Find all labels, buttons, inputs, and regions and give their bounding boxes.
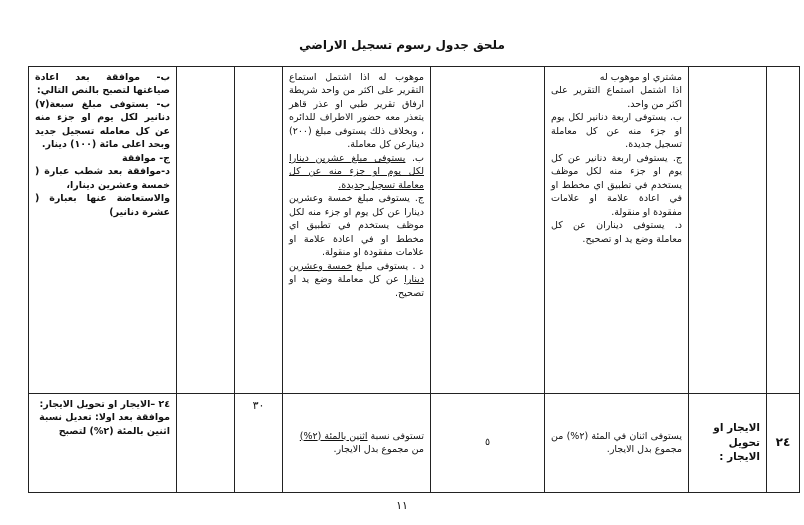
current-fee-cell bbox=[545, 67, 689, 394]
current-fee-text: مشتري او موهوب له اذا اشتمل استماع التقرير على اكثر من واحد. ب. يستوفى اربعة دنانير لكل يوم او جزء منه عن كل معاملة تسجيل جديدة. ج. يستوفى اربعة دنانير عن كل يوم او جزء منه لكل موظف يستخدم في تطبيق اي مخطط او في اعادة علامة او علامات مفقودة او منقولة. د. يستوفى ديناران عن كل معاملة وضع يد او تصحيح. bbox=[551, 72, 682, 245]
spacer-cell bbox=[177, 394, 235, 493]
note-line: ب- يستوفى مبلغ سبعة(٧) دنانير لكل يوم او جزء منه عن كل معامله تسجيل جديد وبحد اعلى مائة (١٠٠) دينار. bbox=[35, 98, 170, 151]
spacer-cell bbox=[177, 67, 235, 394]
table-row bbox=[29, 67, 800, 394]
item-number-cell bbox=[767, 67, 800, 394]
proposed-amount-cell: ٣٠ bbox=[235, 394, 283, 493]
fees-table bbox=[28, 66, 800, 493]
item-subject-cell bbox=[689, 67, 767, 394]
table-row bbox=[29, 394, 800, 493]
note-line: موافقة بعد اولا: تعديل نسبة اثنين بالمئة (٢%) لتصبح bbox=[39, 412, 170, 437]
proposed-fee-cell bbox=[283, 67, 431, 394]
proposed-amount-cell bbox=[235, 67, 283, 394]
proposed-fee-cell: تستوفى نسبة اثنين بالمئة (٢%) من مجموع بدل الايجار. bbox=[283, 394, 431, 493]
note-line: والاستعاضة عنها بعبارة ( عشرة دنانير) bbox=[35, 193, 170, 218]
note-line: د-موافقة بعد شطب عبارة ( خمسة وعشرين دينارا، bbox=[35, 166, 170, 191]
notes-cell bbox=[29, 67, 177, 394]
amended-text: يستوفى مبلغ عشرين دينارا لكل يوم او جزء منه عن كل معاملة تسجيل جديدة. bbox=[289, 152, 424, 191]
note-line: ج- موافقة bbox=[121, 152, 170, 164]
current-amount-cell bbox=[431, 67, 545, 394]
notes-cell bbox=[29, 394, 177, 493]
page-title: ملحق جدول رسوم تسجيل الاراضي bbox=[299, 38, 505, 52]
item-subject-cell: الايجار او تحويل الايجار : bbox=[689, 394, 767, 493]
amended-text: اثنين بالمئة (٢%) bbox=[299, 430, 368, 442]
proposed-fee-para: ب. يستوفى مبلغ عشرين دينارا لكل يوم او جزء منه عن كل معاملة تسجيل جديدة. bbox=[289, 152, 424, 191]
note-line: ٢٤ –الايجار او تحويل الايجار: bbox=[39, 399, 170, 410]
item-number-cell: ٢٤ bbox=[767, 394, 800, 493]
proposed-fee-para: د . يستوفى مبلغ خمسة وعشرين دينارا عن كل معاملة وضع يد او تصحيح. bbox=[289, 260, 424, 299]
current-amount-cell: ٥ bbox=[431, 394, 545, 493]
proposed-fee-para: موهوب له اذا اشتمل استماع التقرير على اكثر من واحد شريطة ارفاق تقرير طبي او عذر قاهر يتعذر معه حضور الاطراف للدائره ، وبخلاف ذلك يستوفى مبلغ (٢٠٠) دينارعن كل معاملة. bbox=[289, 72, 424, 151]
proposed-fee-para: ج. يستوفى مبلغ خمسة وعشرين دينارا عن كل يوم او جزء منه لكل موظف يستخدم في تطبيق اي مخطط او في اعادة علامة او علامات مفقودة او منقولة. bbox=[289, 193, 424, 259]
page-number: ١١ bbox=[396, 499, 408, 512]
current-fee-cell: يستوفى اثنان في المئة (٢%) من مجموع بدل الايجار. bbox=[545, 394, 689, 493]
note-line: ب- موافقة بعد اعادة صياغتها لتصبح بالنص التالي: bbox=[35, 72, 170, 97]
amended-text: خمسة وعشرين دينارا bbox=[289, 260, 424, 286]
